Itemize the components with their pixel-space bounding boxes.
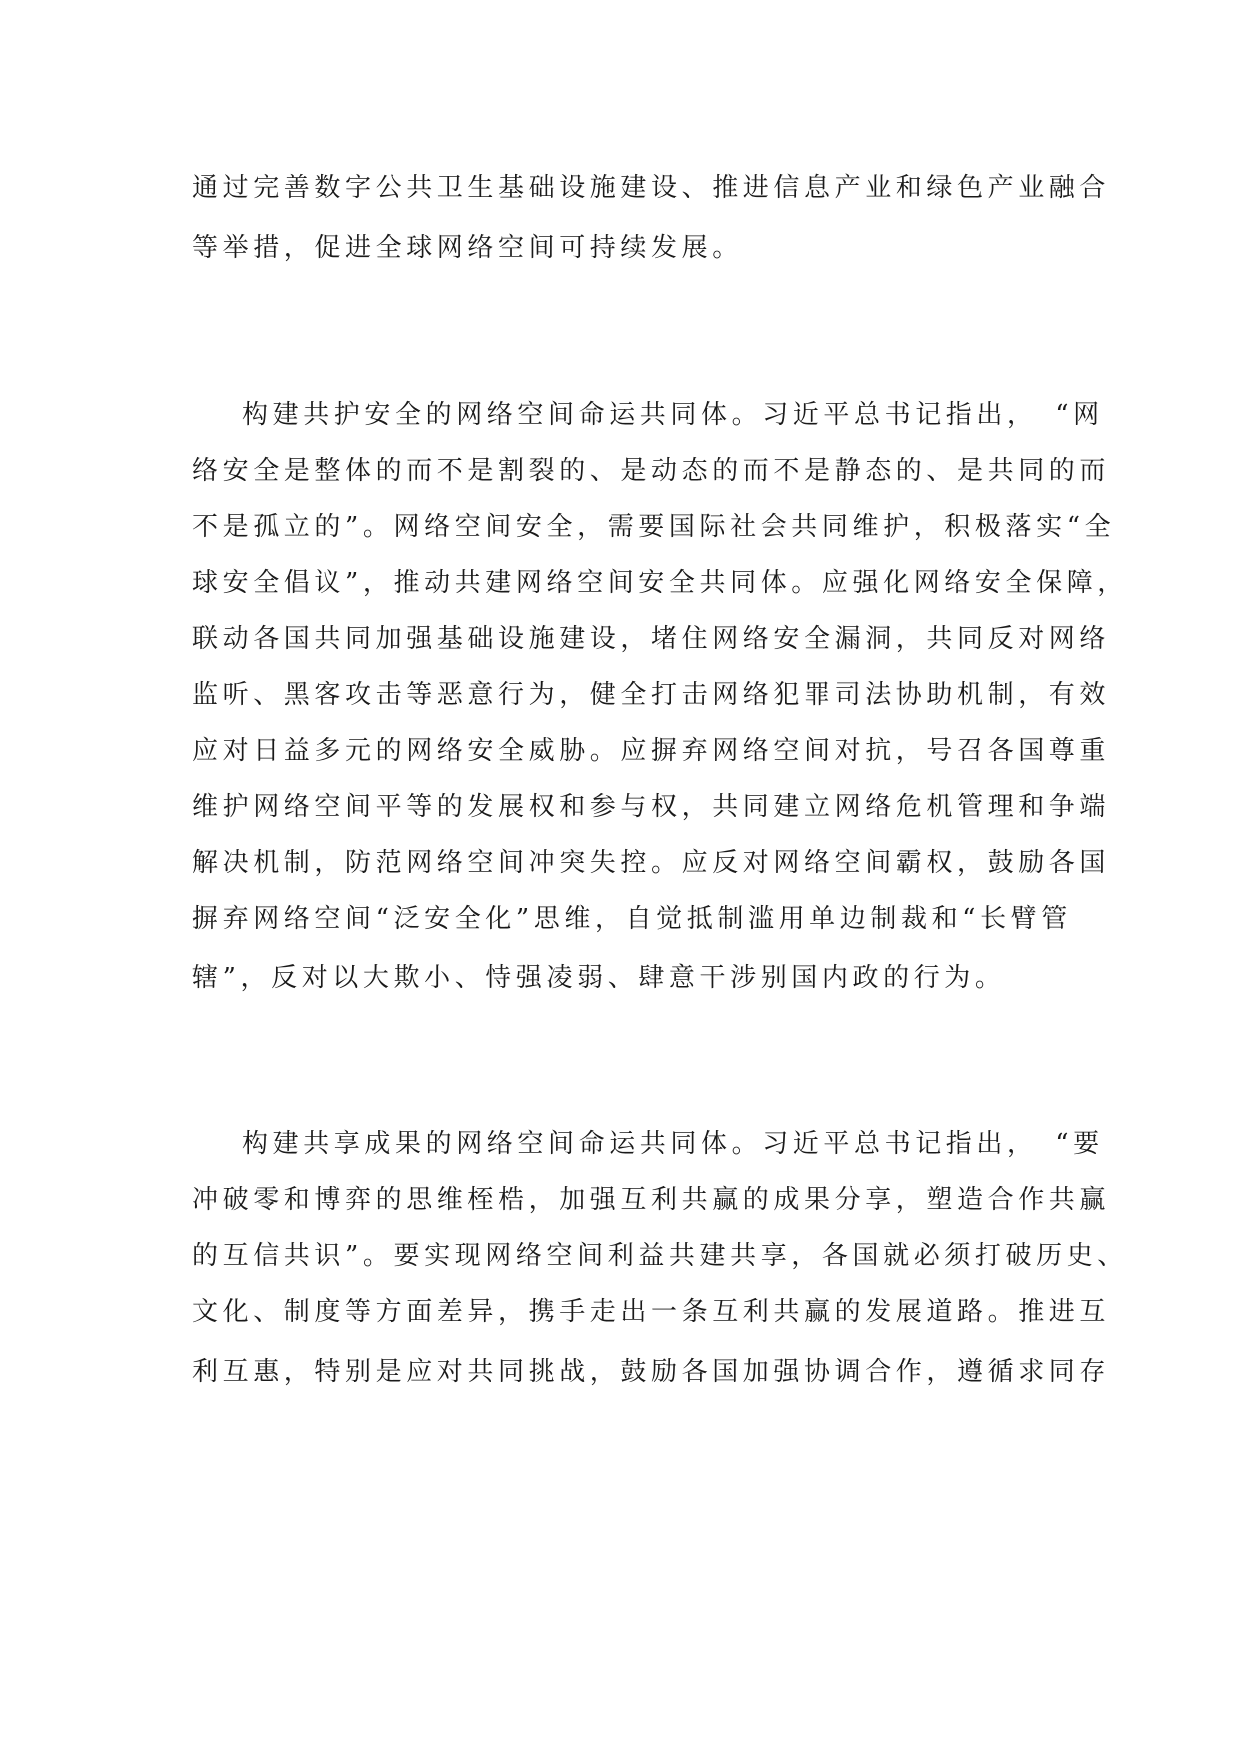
paragraph-2-line-8: 维护网络空间平等的发展权和参与权，共同建立网络危机管理和争端 bbox=[192, 792, 1111, 822]
paragraph-2-line-4: 球安全倡议”，推动共建网络空间安全共同体。应强化网络安全保障， bbox=[192, 568, 1128, 598]
paragraph-3-line-2: 冲破零和博弈的思维桎梏，加强互利共赢的成果分享，塑造合作共赢 bbox=[192, 1185, 1111, 1215]
paragraph-2-line-2: 络安全是整体的而不是割裂的、是动态的而不是静态的、是共同的而 bbox=[192, 456, 1111, 486]
paragraph-2-line-11: 辖”，反对以大欺小、恃强凌弱、肆意干涉别国内政的行为。 bbox=[192, 963, 1006, 993]
paragraph-2-line-10: 摒弃网络空间“泛安全化”思维，自觉抵制滥用单边制裁和“长臂管 bbox=[192, 904, 1072, 934]
paragraph-1-line-1: 通过完善数字公共卫生基础设施建设、推进信息产业和绿色产业融合 bbox=[192, 173, 1111, 203]
paragraph-3-line-3: 的互信共识”。要实现网络空间利益共建共享，各国就必须打破历史、 bbox=[192, 1241, 1128, 1271]
paragraph-2-line-9: 解决机制，防范网络空间冲突失控。应反对网络空间霸权，鼓励各国 bbox=[192, 848, 1111, 878]
paragraph-2-line-7: 应对日益多元的网络安全威胁。应摒弃网络空间对抗，号召各国尊重 bbox=[192, 736, 1111, 766]
paragraph-2-line-3: 不是孤立的”。网络空间安全，需要国际社会共同维护，积极落实“全 bbox=[192, 512, 1116, 542]
paragraph-2-line-1: 构建共护安全的网络空间命运共同体。习近平总书记指出， “网 bbox=[242, 400, 1104, 430]
paragraph-3-line-5: 利互惠，特别是应对共同挑战，鼓励各国加强协调合作，遵循求同存 bbox=[192, 1357, 1111, 1387]
paragraph-3-line-1: 构建共享成果的网络空间命运共同体。习近平总书记指出， “要 bbox=[242, 1129, 1104, 1159]
paragraph-1-line-2: 等举措，促进全球网络空间可持续发展。 bbox=[192, 233, 743, 263]
paragraph-3-line-4: 文化、制度等方面差异，携手走出一条互利共赢的发展道路。推进互 bbox=[192, 1297, 1111, 1327]
paragraph-2-line-6: 监听、黑客攻击等恶意行为，健全打击网络犯罪司法协助机制，有效 bbox=[192, 680, 1111, 710]
paragraph-2-line-5: 联动各国共同加强基础设施建设，堵住网络安全漏洞，共同反对网络 bbox=[192, 624, 1111, 654]
